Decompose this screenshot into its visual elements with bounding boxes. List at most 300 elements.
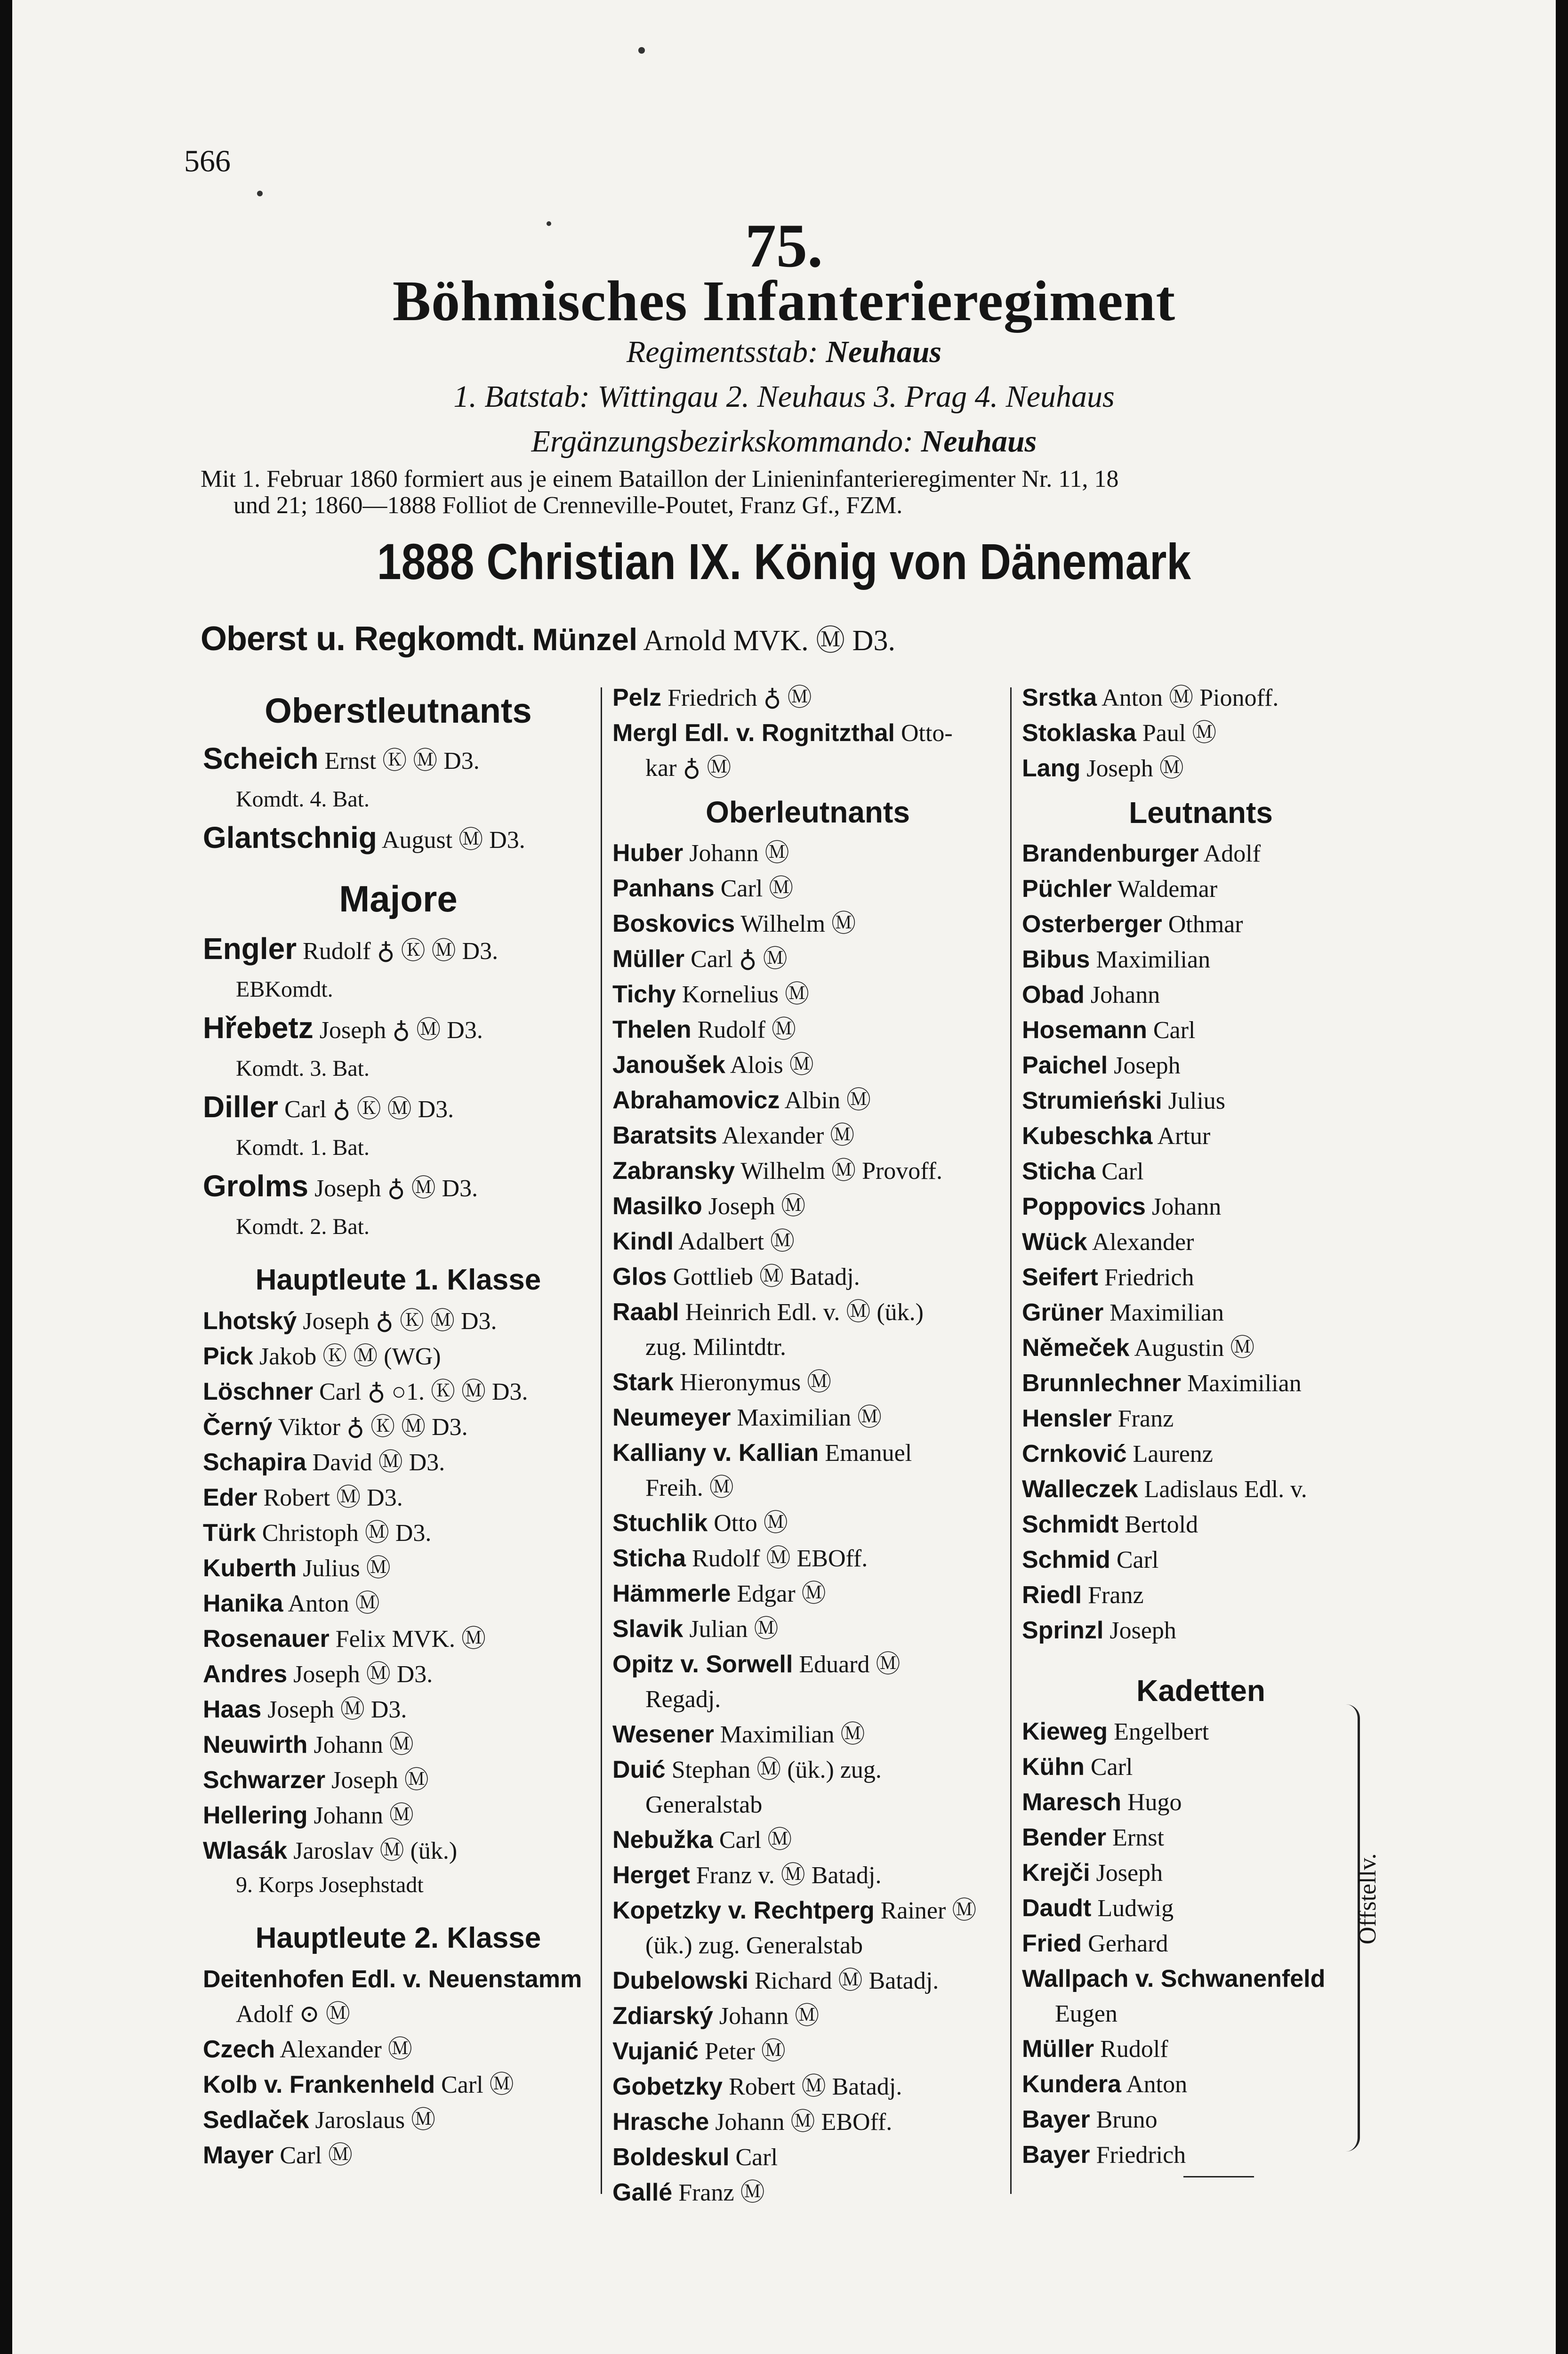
surname: Glos [612,1263,667,1290]
entry-details: Joseph [1110,1617,1176,1644]
entry-details: Richard Ⓜ Batadj. [754,1967,939,1994]
oberleutnant-entry [612,1858,1003,1893]
surname: Czech [203,2036,275,2063]
surname: Panhans [612,875,715,902]
entry-details: David Ⓜ D3. [312,1449,445,1476]
oberleutnant-entry [612,977,1003,1012]
oberleutnants-list [612,836,1003,2210]
hauptmann1-entry [203,1727,594,1763]
entry-details: Ernst [1112,1824,1164,1851]
entry-details: Ladislaus Edl. v. [1144,1476,1307,1503]
entry-details: Rudolf Ⓜ [697,1016,796,1043]
oberleutnant-entry [612,1259,1003,1295]
surname: Stark [612,1369,674,1396]
kadett-entry [1022,2067,1380,2102]
surname: Wesener [612,1721,714,1748]
hauptleute1-list [203,1304,594,1869]
oberleutnant-entry [612,1576,1003,1612]
surname: Engler [203,932,297,966]
entry-details: Anton Ⓜ Pionoff. [1102,685,1279,711]
kadett-entry [1022,1820,1380,1855]
entry-details: Rainer Ⓜ [880,1897,977,1924]
oberleutnant-entry [612,1541,1003,1576]
kadett-entry [1022,1714,1380,1749]
oberleutnant-entry [612,2175,1003,2210]
entry-details: Jaroslaus Ⓜ [315,2107,436,2134]
surname: Pelz [612,684,662,711]
entry-details: Julian Ⓜ [689,1616,779,1643]
oberleutnant-entry [612,1788,1003,1822]
oberleutnant-entry [612,2104,1003,2140]
surname: Opitz v. Sorwell [612,1651,793,1678]
hauptmann1-entry [203,1410,594,1445]
entry-details: Albin Ⓜ [784,1087,871,1114]
oberleutnant-entry [612,1999,1003,2034]
kadett-entry [1022,1785,1380,1820]
oberstleutnant-entry [203,816,594,862]
surname: Vujanić [612,2038,699,2065]
entry-details: Robert Ⓜ D3. [263,1484,403,1511]
entry-details: Johann [1151,1193,1222,1220]
hauptmann2-entry [203,1997,594,2032]
entry-details: Julius Ⓜ [303,1555,391,1582]
hauptmann1-entry [203,1657,594,1692]
oberst-line [201,617,895,659]
batstab-places: Wittingau 2. Neuhaus 3. Prag 4. Neuhaus [597,379,1115,414]
kadett-entry [1022,1997,1380,2032]
surname: Hanika [203,1590,283,1617]
column-1 [203,683,594,2173]
oberleutnant-entry [612,1717,1003,1752]
oberleutnant-entry [612,871,1003,906]
surname: Poppovics [1022,1193,1146,1220]
oberleutnant-entry [612,1012,1003,1048]
hauptmann2-entry [203,2103,594,2138]
surname: Schmidt [1022,1511,1119,1538]
entry-details: zug. Milintdtr. [645,1334,786,1361]
regimentsstab-label: Regimentsstab: [626,335,818,369]
hauptmann1-entry [203,1339,594,1374]
column-3 [1022,680,1380,2173]
surname: Huber [612,839,683,867]
entry-details: Otto Ⓜ [714,1510,788,1537]
leutnant-entry [1022,1260,1380,1295]
entry-details: Hugo [1127,1789,1182,1816]
surname: Fried [1022,1930,1082,1957]
leutnant-entry [1022,1507,1380,1542]
entry-details: Rudolf [1100,2036,1168,2063]
surname: Mayer [203,2142,274,2169]
entry-details: Franz v. Ⓜ Batadj. [696,1862,882,1889]
entry-details: Joseph [1114,1052,1181,1079]
entry-details: Joseph Ⓜ [708,1193,806,1220]
leutnant-entry [1022,1401,1380,1436]
oberleutnant-entry [1022,680,1380,716]
surname: Seifert [1022,1264,1098,1291]
oberleutnant-entry [612,1295,1003,1330]
surname: Kopetzky v. Rechtperg [612,1897,875,1924]
surname: Andres [203,1661,288,1688]
oberleutnant-entry [612,2034,1003,2069]
entry-details: Adolf [1203,840,1261,867]
oberleutnant-entry [612,1189,1003,1224]
oberst-rest: Arnold MVK. Ⓜ D3. [643,625,895,657]
oberstleutnant-entry [203,737,594,783]
surname: Černý [203,1413,273,1441]
entry-details: Wilhelm Ⓜ Provoff. [740,1158,943,1185]
surname: Paichel [1022,1052,1108,1079]
surname: Abrahamovicz [612,1087,780,1114]
hauptmann1-entry [203,1833,594,1869]
entry-details: Paul Ⓜ [1142,720,1217,747]
entry-details: August Ⓜ D3. [381,827,525,854]
entry-details: Joseph Ⓜ D3. [267,1696,407,1723]
oberst-label: Oberst u. Regkomdt. [201,620,525,658]
major-entry [203,1085,594,1131]
entry-details: Alexander Ⓜ [280,2036,412,2063]
surname: Hosemann [1022,1016,1147,1044]
surname: Türk [203,1519,256,1547]
kadett-entry [1022,1749,1380,1785]
surname: Neuwirth [203,1731,308,1758]
entry-details: Anton Ⓜ [288,1590,380,1617]
surname: Baratsits [612,1122,717,1149]
oberleutnant-entry [612,906,1003,942]
oberleutnant-entry [612,1506,1003,1541]
entry-details: Johann Ⓜ [719,2003,820,2030]
entry-details: Bertold [1125,1511,1198,1538]
entry-details: Carl Ⓜ [280,2142,353,2169]
entry-details: Anton [1126,2071,1188,2098]
entry-details: Carl [1153,1017,1196,1044]
entry-details: Joseph Ⓜ [1086,755,1184,782]
surname: Maresch [1022,1789,1121,1816]
entry-details: Carl Ⓜ [720,875,794,902]
kadett-entry [1022,1891,1380,1926]
oberleutnant-entry [612,1365,1003,1400]
oberleutnant-entry [612,1435,1003,1471]
hauptleute2-heading: Hauptleute 2. Klasse [255,1922,541,1954]
surname: Sedlaček [203,2106,309,2134]
entry-details: Maximilian Ⓜ [720,1721,865,1748]
leutnant-entry [1022,942,1380,977]
surname: Hrasche [612,2108,709,2136]
ergaenzung-line [12,424,1556,460]
entry-details: Eduard Ⓜ [799,1651,901,1678]
leutnants-list [1022,836,1380,1648]
hauptleute2-list [203,1962,594,2173]
hauptmann1-entry [203,1304,594,1339]
regiment-number: 75. [745,211,823,280]
surname: Němeček [1022,1334,1130,1362]
surname: Eder [203,1484,257,1511]
surname: Pick [203,1343,253,1370]
entry-details: Carl Ⓜ [719,1827,792,1854]
entry-details: Gerhard [1088,1930,1168,1957]
surname: Slavik [612,1615,683,1643]
formation-note-1: Mit 1. Februar 1860 formiert aus je einem Bataillon der Linieninfanterieregimenter Nr. 11, 18 [201,466,1119,492]
surname: Zabransky [612,1157,735,1185]
leutnant-entry [1022,1295,1380,1330]
leutnant-entry [1022,1330,1380,1366]
leutnant-entry [1022,977,1380,1013]
oberleutnant-entry [612,1612,1003,1647]
surname: Kubeschka [1022,1122,1153,1150]
oberleutnant-entry [1022,716,1380,751]
oberleutnant-entry [612,1330,1003,1365]
entry-details: Rudolf ♁ Ⓚ Ⓜ D3. [303,938,499,965]
leutnant-entry [1022,1225,1380,1260]
surname: Müller [1022,2035,1094,2063]
entry-details: Maximilian Ⓜ [737,1404,882,1431]
entry-details: Friedrich [1104,1264,1194,1291]
entry-details: Emanuel [825,1440,912,1467]
column-2 [612,680,1003,2210]
surname: Zdiarský [612,2002,713,2030]
surname: Srstka [1022,684,1097,711]
entry-details: Johann Ⓜ EBOff. [715,2109,893,2136]
surname: Diller [203,1090,279,1124]
oberleutnant-entry [612,1647,1003,1682]
surname: Kühn [1022,1753,1085,1781]
entry-details: Carl ♁ Ⓚ Ⓜ D3. [284,1096,454,1123]
entry-details: Felix MVK. Ⓜ [335,1626,486,1653]
surname: Gallé [612,2179,673,2206]
oberleutnant-entry [612,1224,1003,1259]
oberstleutnants-list [203,737,594,862]
oberleutnant-entry [612,1822,1003,1858]
oberleutnant-entry [612,1893,1003,1928]
end-rule [1183,2176,1254,2177]
hauptmann2-entry [203,2032,594,2067]
entry-details: Johann Ⓜ [314,1732,414,1758]
major-entry [203,927,594,973]
entry-note: EBKomdt. [236,977,333,1002]
entry-details: Carl [1090,1754,1133,1781]
entry-details: Gottlieb Ⓜ Batadj. [673,1264,860,1290]
surname: Kundera [1022,2071,1121,2098]
leutnant-entry [1022,1472,1380,1507]
surname: Wlasák [203,1837,288,1864]
hauptmann1-entry [203,1480,594,1516]
entry-details: Alexander [1092,1229,1194,1256]
surname: Kieweg [1022,1718,1108,1745]
surname: Janoušek [612,1051,725,1079]
col3-top-list [1022,680,1380,786]
surname: Schmid [1022,1546,1110,1573]
surname: Strumieński [1022,1087,1162,1114]
oberst-surname: Münzel [532,622,638,657]
surname: Kindl [612,1228,674,1255]
surname: Wallpach v. Schwanenfeld [1022,1965,1326,1992]
oberleutnant-entry [612,1752,1003,1788]
entry-details: Heinrich Edl. v. Ⓜ (ük.) [685,1299,924,1326]
surname: Masilko [612,1193,702,1220]
regiment-title: Böhmisches Infanterieregiment [392,269,1176,333]
kadetten-heading: Kadetten [1136,1674,1265,1708]
entry-details: Jakob Ⓚ Ⓜ (WG) [259,1343,441,1370]
entry-details: Friedrich ♁ Ⓜ [667,685,812,711]
entry-details: Waldemar [1117,876,1218,903]
entry-details: Stephan Ⓜ (ük.) zug. [671,1757,882,1783]
hauptmann1-entry [203,1551,594,1586]
hauptmann1-entry [203,1586,594,1621]
entry-details: Carl [1102,1158,1144,1185]
oberleutnant-entry [1022,751,1380,786]
hauptmann2-entry [203,1962,594,1997]
surname: Grüner [1022,1299,1104,1326]
column-divider-2 [1010,687,1012,2194]
surname: Boskovics [612,910,735,937]
entry-details: Carl ♁ Ⓜ [691,946,788,973]
major-entry [203,1006,594,1052]
surname: Wück [1022,1228,1087,1256]
entry-details: Generalstab [645,1791,763,1818]
surname: Brunnlechner [1022,1370,1182,1397]
entry-details: Regadj. [645,1686,721,1713]
majore-heading: Majore [339,878,458,919]
surname: Boldeskul [612,2144,730,2171]
majore-list [203,927,594,1243]
oberleutnant-entry [612,2069,1003,2104]
scan-speck [257,191,263,196]
entry-details: kar ♁ Ⓜ [645,755,732,782]
leutnant-entry [1022,1048,1380,1083]
entry-details: Maximilian [1187,1370,1302,1397]
hauptmann1-entry [203,1692,594,1727]
leutnant-entry [1022,1578,1380,1613]
surname: Kolb v. Frankenheld [203,2071,435,2098]
leutnant-entry [1022,836,1380,871]
entry-details: Franz [1118,1405,1174,1432]
entry-details: Ernst Ⓚ Ⓜ D3. [324,748,480,774]
surname: Raabl [612,1298,679,1326]
oberstleutnants-heading: Oberstleutnants [265,691,532,730]
entry-details: Laurenz [1133,1441,1213,1467]
entry-details: Otto- [901,720,953,747]
entry-details: Peter Ⓜ [705,2038,786,2065]
kadetten-list [1022,1714,1380,2173]
leutnant-entry [1022,1154,1380,1189]
surname: Bayer [1022,2141,1090,2169]
surname: Glantschnig [203,821,377,855]
entry-details: Joseph Ⓜ [331,1767,429,1794]
oberleutnant-entry [612,1928,1003,1963]
entry-note: Komdt. 2. Bat. [236,1214,370,1239]
kadett-entry [1022,1855,1380,1891]
oberleutnant-entry [612,1400,1003,1435]
oberleutnant-entry [612,716,1003,751]
surname: Riedl [1022,1581,1082,1609]
hauptmann1-entry [203,1763,594,1798]
surname: Gobetzky [612,2073,723,2100]
kadett-entry [1022,1926,1380,1961]
oberleutnants-heading: Oberleutnants [706,795,910,829]
surname: Osterberger [1022,911,1162,938]
kadett-entry [1022,2137,1380,2173]
entry-details: Joseph ♁ Ⓜ D3. [319,1017,483,1044]
surname: Bibus [1022,946,1090,973]
leutnant-entry [1022,1013,1380,1048]
batstab-line [12,379,1556,415]
surname: Tichy [612,981,676,1008]
oberleutnant-entry [612,1963,1003,1999]
surname: Sticha [612,1545,686,1572]
entry-details: Ludwig [1097,1895,1174,1922]
entry-details: Jaroslav Ⓜ (ük.) [293,1838,458,1864]
surname: Nebužka [612,1826,713,1854]
surname: Haas [203,1696,262,1723]
surname: Bayer [1022,2106,1090,2133]
surname: Rosenauer [203,1625,330,1653]
col2-top-list [612,680,1003,786]
surname: Hensler [1022,1405,1112,1432]
surname: Deitenhofen Edl. v. Neuenstamm [203,1966,582,1993]
hauptmann1-entry [203,1445,594,1480]
entry-details: Eugen [1055,2000,1118,2027]
scan-speck [638,47,645,54]
oberleutnant-entry [612,680,1003,716]
entry-details: Hieronymus Ⓜ [680,1369,832,1396]
surname: Hellering [203,1802,308,1829]
leutnant-entry [1022,1542,1380,1578]
leutnant-entry [1022,1119,1380,1154]
leutnant-entry [1022,1366,1380,1401]
surname: Sticha [1022,1158,1096,1185]
oberleutnant-entry [612,1153,1003,1189]
formation-note-2: und 21; 1860—1888 Folliot de Crenneville-Poutet, Franz Gf., FZM. [233,492,903,519]
surname: Hämmerle [612,1580,731,1607]
entry-details: Alexander Ⓜ [722,1122,855,1149]
entry-details: Viktor ♁ Ⓚ Ⓜ D3. [278,1414,468,1441]
surname: Scheich [203,742,319,775]
entry-details: Friedrich [1096,2142,1186,2169]
entry-details: Edgar Ⓜ [737,1580,826,1607]
oberleutnant-entry [612,1118,1003,1153]
entry-details: Joseph [1096,1860,1163,1886]
entry-details: Carl Ⓜ [441,2072,514,2098]
surname: Brandenburger [1022,840,1199,867]
leutnant-entry [1022,1613,1380,1648]
hauptmann1-entry [203,1621,594,1657]
major-entry [203,1164,594,1210]
entry-details: Johann Ⓜ [314,1802,414,1829]
surname: Dubelowski [612,1967,748,1994]
surname: Hřebetz [203,1011,314,1045]
entry-details: Augustin Ⓜ [1134,1335,1255,1362]
column-divider-1 [601,687,602,2194]
entry-details: Kornelius Ⓜ [682,981,809,1008]
surname: Püchler [1022,875,1112,903]
entry-note: Komdt. 1. Bat. [236,1135,370,1160]
surname: Schapira [203,1449,306,1476]
surname: Sprinzl [1022,1617,1104,1644]
entry-details: Franz Ⓜ [678,2179,765,2206]
surname: Bender [1022,1824,1107,1851]
surname: Lhotský [203,1307,297,1335]
leutnant-entry [1022,907,1380,942]
surname: Kalliany v. Kallian [612,1439,819,1467]
entry-note: Komdt. 3. Bat. [236,1056,370,1081]
oberleutnant-entry [612,1682,1003,1717]
entry-details: Carl ♁ ○1. Ⓚ Ⓜ D3. [319,1379,528,1405]
entry-details: Rudolf Ⓜ EBOff. [692,1545,868,1572]
surname: Mergl Edl. v. Rognitzthal [612,719,895,747]
surname: Krejči [1022,1859,1090,1886]
hauptmann2-entry [203,2067,594,2103]
surname: Stuchlik [612,1509,708,1537]
leutnant-entry [1022,1189,1380,1225]
